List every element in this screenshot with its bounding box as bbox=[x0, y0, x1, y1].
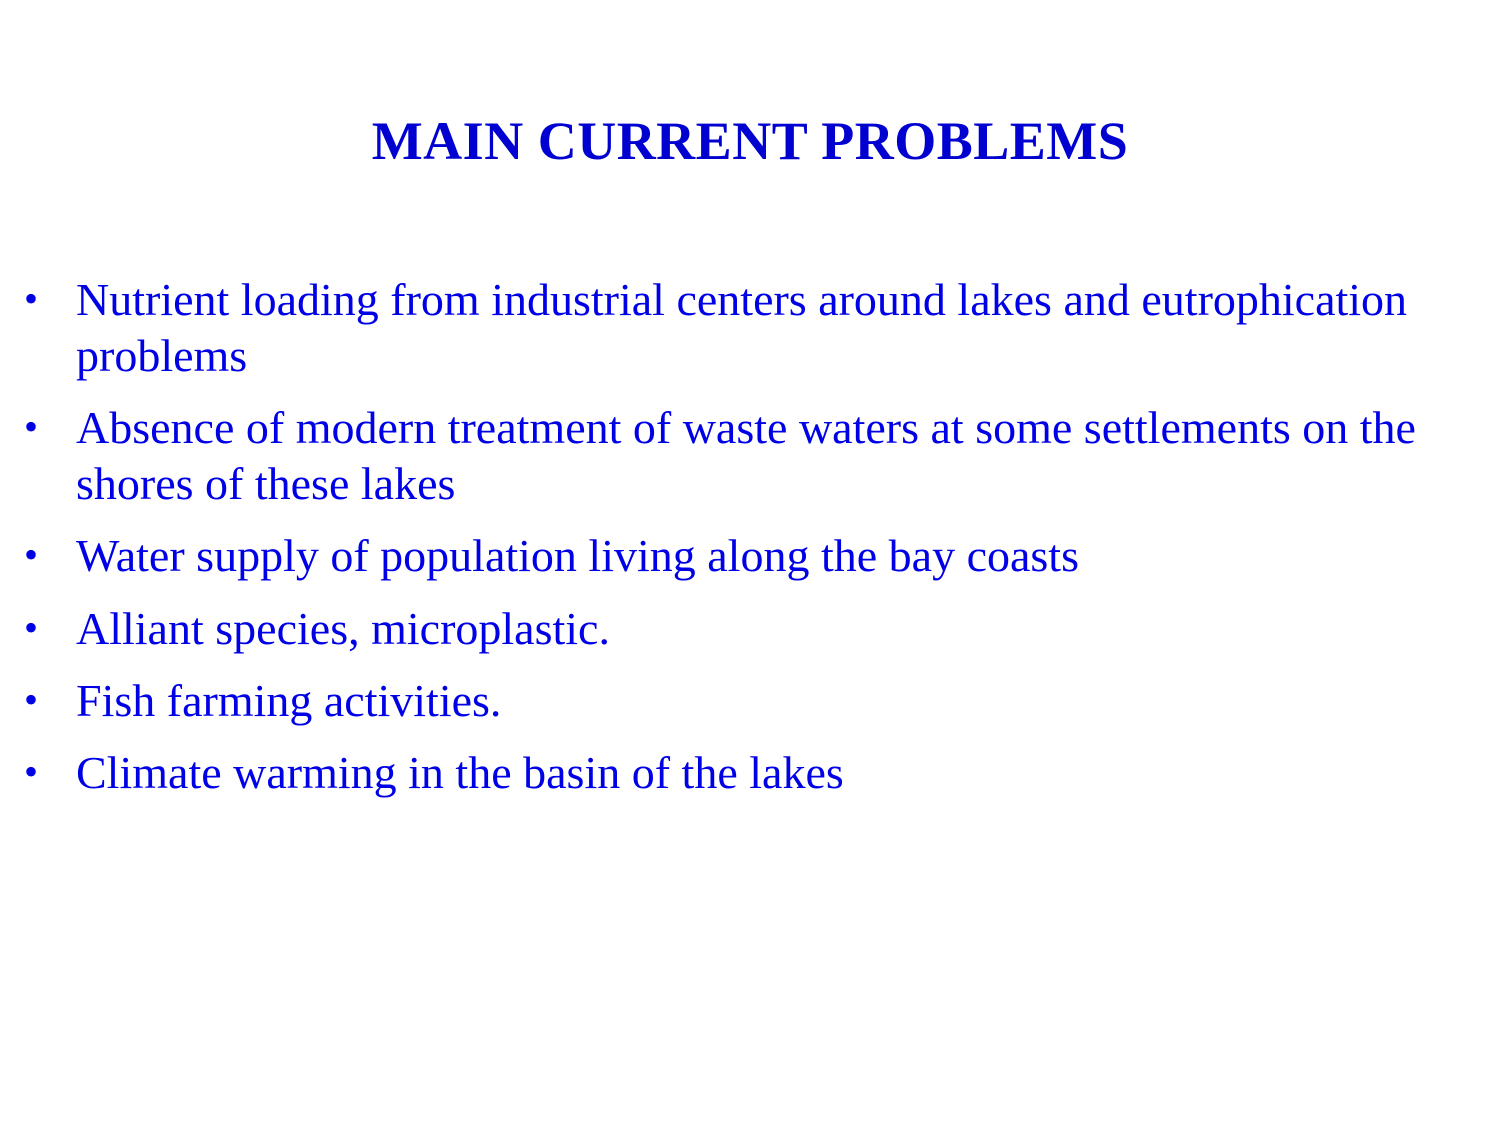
bullet-point-icon: • bbox=[24, 404, 39, 450]
bullet-list bbox=[14, 272, 1474, 817]
bullet-point-icon: • bbox=[24, 604, 39, 650]
bullet-point-icon: • bbox=[24, 748, 39, 794]
list-item-text: Fish farming activities. bbox=[76, 674, 502, 726]
bullet-point-icon: • bbox=[24, 276, 39, 321]
list-item bbox=[14, 745, 1474, 801]
list-item-text: Nutrient loading from industrial centers around lakes and eutrophication problems bbox=[76, 274, 1408, 382]
list-item-text: Absence of modern treatment of waste waters at some settlements on the shores of these lakes bbox=[76, 402, 1416, 510]
bullet-point-icon: • bbox=[24, 532, 39, 578]
list-item-text: Climate warming in the basin of the lakes bbox=[76, 746, 844, 798]
list-item bbox=[14, 673, 1474, 729]
list-item bbox=[14, 601, 1474, 657]
list-item bbox=[14, 272, 1474, 384]
list-item bbox=[14, 400, 1474, 512]
list-item-text: Water supply of population living along the bay coasts bbox=[76, 530, 1079, 582]
list-item bbox=[14, 528, 1474, 584]
bullet-point-icon: • bbox=[24, 676, 39, 722]
page-title: MAIN CURRENT PROBLEMS bbox=[371, 111, 1129, 171]
list-item-text: Alliant species, microplastic. bbox=[76, 602, 610, 654]
